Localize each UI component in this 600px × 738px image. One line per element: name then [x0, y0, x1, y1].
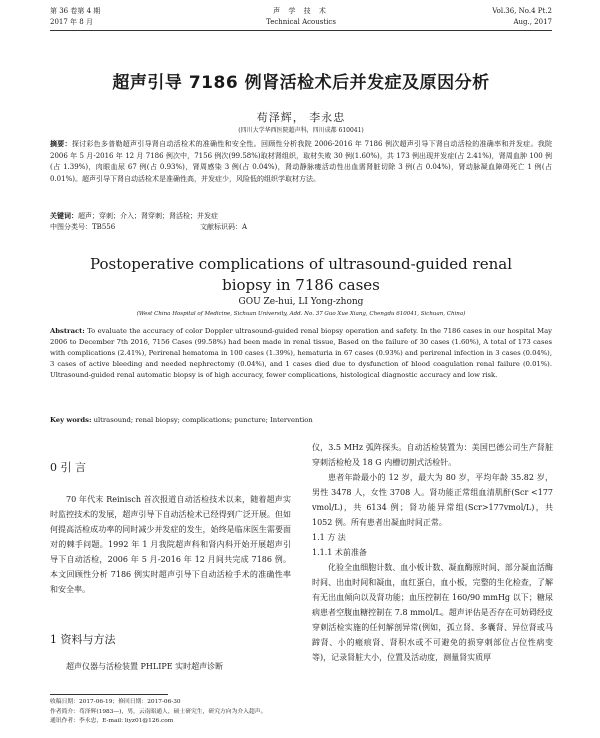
- clc-label: 中图分类号：: [50, 223, 92, 231]
- authors-cn: 苟泽辉， 李永忠: [256, 111, 346, 124]
- abstract-cn-label: 摘要：: [50, 139, 72, 148]
- keywords-cn: [50, 210, 552, 222]
- volume-issue-en: Vol.36, No.4 Pt.2: [492, 7, 552, 15]
- title-en-line2: biopsy in 7186 cases: [222, 276, 380, 294]
- abstract-en-label: Abstract:: [50, 327, 85, 335]
- doc-label: 文献标识码：: [200, 223, 242, 231]
- header-right: [492, 6, 552, 28]
- publication-date-en: Aug., 2017: [513, 18, 552, 26]
- equipment-paragraph: 仪，3.5 MHz 弧阵探头。自动活检装置为：美国巴德公司生产肾脏穿刺活检枪及 18 G 内槽切割式活检针。: [312, 443, 553, 467]
- keywords-cn-label: 关键词：: [50, 211, 78, 220]
- footnote: [50, 698, 291, 727]
- subsection-1-1-1-heading: 1.1.1 术前准备: [312, 548, 367, 557]
- corresponding-author: 通讯作者：李永忠，E-mail: liyz01@126.com: [50, 718, 174, 724]
- journal-name-en: Technical Acoustics: [266, 18, 336, 26]
- publication-date-cn: 2017 年 8 月: [50, 18, 93, 26]
- abstract-en-text: To evaluate the accuracy of color Doppler ultrasound-guided renal biopsy operation and safety. In the 7186 cases in our hospital May 2006 to December 7th 2016, 7156 Cases (99.58%) had been made in renal tissue, Based on the failure of 30 cases (1.60%), A total of 173 cases with complications (2.41%), Perirenal hematoma in 100 cases (1.39%), hematuria in 67 cases (0.93%) and perirenal infection in 3 cases (0.04%), 3 cases of active bleeding and needed nephrectomy (0.04%), and 1 cases died due to dysfunction of blood coagulation renal failure (0.01%). Ultrasound-guided renal automatic biopsy is of high accuracy, fewer complications, histological diagnostic accuracy and low risk.: [50, 327, 552, 379]
- doc-code: [200, 222, 247, 233]
- introduction-body: [50, 492, 291, 597]
- volume-issue: 第 36 卷第 4 期: [50, 7, 101, 15]
- running-header: [50, 6, 552, 31]
- section-1-heading: 1 资料与方法: [50, 633, 116, 646]
- affiliation-cn: (四川大学华西医院超声科，四川成都 610041): [238, 127, 364, 134]
- header-center: [50, 6, 552, 28]
- preop-paragraph: 化验全血细胞计数、血小板计数、凝血酶原时间、部分凝血活酶时间、出血时间和凝血，血红蛋白，血小板，完整的生化检查，了解有无出血倾向以及肾功能；血压控制在 160/90 mmHg 以下；糖尿病患者空腹血糖控制在 7.8 mmol/L。超声评估是否存在可妨碍经皮穿刺活检实施的任何解剖异常(例如，孤立肾、多囊肾、异位肾或马蹄肾、小的瘢痕肾、肾积水或不可避免的损穿刺部位占位性病变等)，记录肾脏大小，位置及活动度，测量肾实质厚: [312, 563, 553, 662]
- keywords-en: [50, 415, 552, 426]
- classification-cn: [50, 222, 552, 233]
- abstract-cn-text: 探讨彩色多普勒超声引导肾自动活检术的准确性和安全性。回顾性分析我院 2006-2016 年 7186 例次超声引导下肾自动活检的准确率和并发症。我院 2006 年 5 月-2016 年 12 月 7186 例次中，7156 例次(99.58%)取材肾组织，取材失败 30 例(1.60%)，共 173 例出现并发症(占 2.41%)，肾周血肿 100 例(占 1.39%)，肉眼血尿 67 例(占 0.93%)，肾周感染 3 例(占 0.04%)，肾动静脉瘘活动性出血需肾脏切除 3 例(占 0.04%)，肾动脉凝血障碍死亡 1 例(占 0.01%)。超声引导下肾自动活检术是准确性高，并发症少，风险低的组织学取材方法。: [50, 140, 552, 183]
- abstract-en: [50, 326, 552, 414]
- authors-en: GOU Ze-hui, LI Yong-zhong: [238, 297, 364, 307]
- clc-value: TB556: [92, 223, 116, 231]
- keywords-cn-text: 超声；穿刺；介入；肾穿刺；肾活检；并发症: [78, 212, 218, 220]
- author-bio: 作者简介：苟泽辉(1983—)，男，云南昭通人，硕士研究生，研究方向为介入超声。: [50, 708, 267, 715]
- title-en-line1: Postoperative complications of ultrasound-guided renal: [89, 255, 512, 273]
- right-column: [312, 440, 553, 665]
- doc-value: A: [242, 223, 248, 231]
- abstract-cn: [50, 138, 552, 208]
- patients-paragraph: 患者年龄最小的 12 岁，最大为 80 岁，平均年龄 35.82 岁，男性 3478 人，女性 3708 人。肾功能正常组血清肌酐(Scr <177 vmol/L)，共 6134 例；肾功能异常组(Scr>177vmol/L)，共 1052 例。所有患者出凝血时间正常。: [312, 473, 553, 527]
- keywords-en-text: ultrasound; renal biopsy; complications; puncture; Intervention: [93, 416, 313, 424]
- section-1-body: [50, 659, 291, 674]
- keywords-en-label: Key words:: [50, 416, 92, 424]
- introduction-paragraph: 70 年代末 Reinisch 首次报道自动活检技术以来，随着超声实时监控技术的发展，超声引导下自动活检术已经得到广泛开展。但如何提高活检成功率的同时减少并发症的发生，始终是临床医生需要面对的棘手问题。1992 年 1 月我院超声科和肾内科开始开展超声引导下自动活检，2006 年 5 月-2016 年 12 月间共完成 7186 例。本文回顾性分析 7186 例实时超声引导下自动活检手术的准确性率和安全率。: [50, 495, 291, 594]
- affiliation-en: (West China Hospital of Medicine, Sichuan University, Add. No. 37 Guo Xue Xiang, Chengdu 610041, Sichuan, China): [136, 311, 466, 317]
- journal-name-cn: 声 学 技 术: [273, 7, 329, 15]
- received-date: 收稿日期：2017-06-19；修回日期：2017-06-30: [50, 699, 181, 705]
- section-1-paragraph: 超声仪器与活检装置 PHLIPE 实时超声诊断: [66, 662, 224, 671]
- paper-title-cn: 超声引导 7186 例肾活检术后并发症及原因分析: [112, 73, 490, 93]
- paper-title-en: [50, 254, 552, 296]
- footnote-rule: [50, 694, 168, 695]
- section-0-heading: 0 引 言: [50, 461, 86, 474]
- subsection-1-1-heading: 1.1 方 法: [312, 533, 346, 542]
